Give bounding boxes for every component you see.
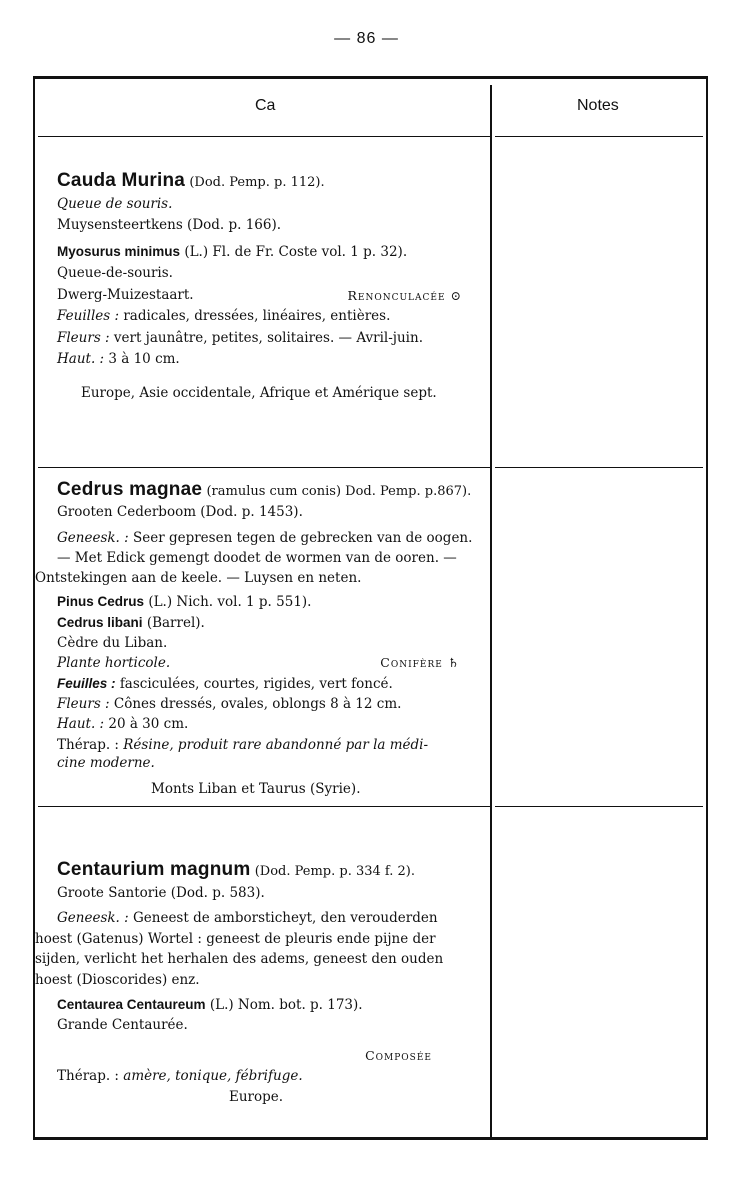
therapy-text: Résine, produit rare abandonné par la médi- — [123, 736, 429, 753]
column-header-ca: Ca — [255, 97, 276, 114]
latin-name-2: Cedrus libani — [57, 614, 143, 630]
flemish-name: Muysensteertkens (Dod. p. 166). — [57, 217, 282, 233]
dutch-name: Dwerg-Muizestaart. — [57, 286, 194, 303]
leaves-text: radicales, dressées, linéaires, entières. — [123, 308, 391, 324]
medicine-text-2: hoest (Gatenus) Wortel : geneest de pleuris ende pijne der — [35, 930, 436, 947]
latin-ref: (L.) Nom. bot. p. 173). — [209, 996, 363, 1013]
height-label: Haut. : — [57, 351, 105, 367]
height-text: 3 à 10 cm. — [108, 351, 180, 367]
therapy-text-2: cine moderne. — [57, 754, 155, 771]
medicine-text-4: hoest (Dioscorides) enz. — [35, 971, 200, 988]
leaves-label: Feuilles : — [57, 308, 120, 324]
leaves-label: Feuilles : — [57, 675, 116, 691]
entry-title: Centaurium magnum — [57, 859, 251, 880]
column-header-notes: Notes — [577, 97, 619, 114]
french-name: Grande Centaurée. — [57, 1017, 188, 1034]
flowers-label: Fleurs : — [57, 329, 110, 346]
height-text: 20 à 30 cm. — [108, 716, 189, 733]
cultivation-note: Plante horticole. — [57, 655, 171, 672]
entry-rule-1-left — [38, 467, 490, 468]
distribution: Europe, Asie occidentale, Afrique et Amérique sept. — [81, 384, 437, 401]
flemish-name: Groote Santorie (Dod. p. 583). — [57, 884, 265, 901]
latin-name: Centaurea Centaureum — [57, 996, 206, 1012]
therapy-text: amère, tonique, fébrifuge. — [123, 1068, 303, 1085]
therapy-label: Thérap. : — [57, 736, 119, 753]
height-label: Haut. : — [57, 716, 105, 733]
medicine-text-2: — Met Edick gemengt doodet de wormen van de ooren. — — [57, 549, 457, 566]
column-divider — [490, 85, 492, 1137]
flowers-text: vert jaunâtre, petites, solitaires. — Avril-juin. — [113, 329, 423, 346]
entry-reference: (Dod. Pemp. p. 112). — [189, 175, 325, 190]
latin-name: Myosurus minimus — [57, 243, 181, 259]
family-label: Conifère ♄ — [380, 655, 460, 671]
medicine-label: Geneesk. : — [57, 910, 129, 927]
distribution: Monts Liban et Taurus (Syrie). — [151, 780, 361, 797]
latin-ref-2: (Barrel). — [146, 614, 205, 631]
french-name: Cèdre du Liban. — [57, 635, 168, 652]
entry-title: Cedrus magnae — [57, 479, 203, 500]
family-label: Renonculacée ⊙ — [347, 287, 462, 303]
entry-reference: (ramulus cum conis) Dod. Pemp. p.867). — [206, 484, 472, 499]
flowers-label: Fleurs : — [57, 695, 110, 712]
entry-title: Cauda Murina — [57, 170, 186, 191]
entry-rule-2-left — [38, 806, 490, 807]
entry-centaurium-magnum — [35, 859, 482, 1108]
medicine-text-3: Ontstekingen aan de keele. — Luysen en neten. — [35, 570, 362, 587]
french-name: Queue de souris. — [57, 195, 173, 212]
entry-cauda-murina — [57, 170, 482, 404]
medicine-text-3: sijden, verlicht het herhalen des adems, geneest den ouden — [35, 951, 444, 968]
entry-cedrus-magnae — [35, 479, 482, 799]
latin-ref: (L.) Fl. de Fr. Coste vol. 1 p. 32). — [184, 243, 408, 260]
common-name: Queue-de-souris. — [57, 265, 173, 281]
therapy-label: Thérap. : — [57, 1068, 119, 1085]
latin-name: Pinus Cedrus — [57, 594, 145, 610]
medicine-label: Geneesk. : — [57, 529, 129, 546]
page-number: — 86 — — [334, 30, 399, 47]
medicine-text: Seer gepresen tegen de gebrecken van de oogen. — [132, 529, 473, 546]
flemish-name: Grooten Cederboom (Dod. p. 1453). — [57, 504, 303, 521]
header-rule-right — [495, 136, 703, 137]
medicine-text: Geneest de amborsticheyt, den verouderden — [132, 910, 438, 927]
latin-ref: (L.) Nich. vol. 1 p. 551). — [148, 594, 312, 611]
entry-rule-2-right — [495, 806, 703, 807]
entry-reference: (Dod. Pemp. p. 334 f. 2). — [254, 864, 416, 879]
header-rule-left — [38, 136, 490, 137]
entry-rule-1-right — [495, 467, 703, 468]
leaves-text: fasciculées, courtes, rigides, vert foncé. — [119, 675, 393, 692]
family-label: Composée — [365, 1047, 432, 1063]
flowers-text: Cônes dressés, ovales, oblongs 8 à 12 cm. — [113, 695, 402, 712]
distribution: Europe. — [229, 1088, 284, 1105]
